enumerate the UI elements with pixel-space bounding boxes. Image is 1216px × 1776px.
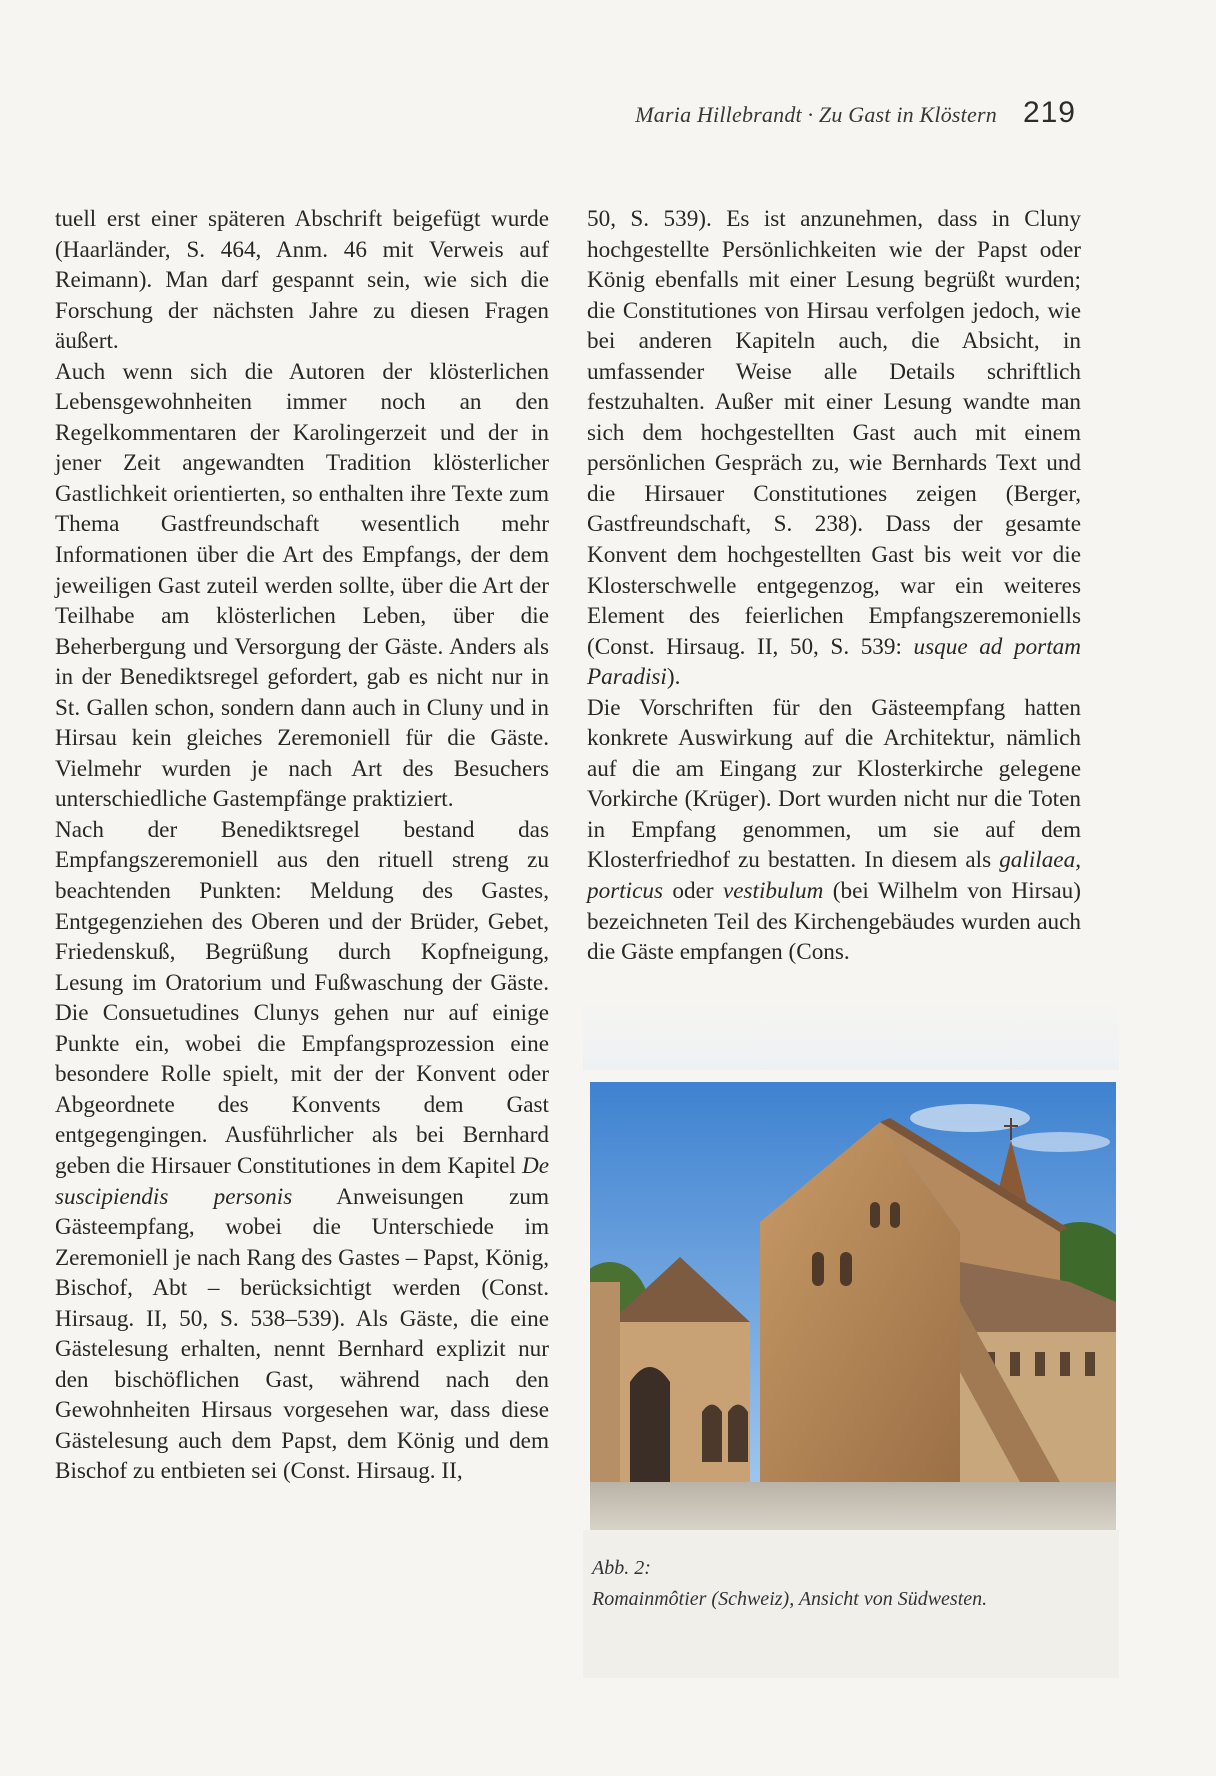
italic-term: galilaea, porticus: [587, 847, 1081, 905]
text-run: ).: [666, 664, 681, 691]
caption-text: Romainmôtier (Schweiz), Ansicht von Südwesten.: [592, 1588, 988, 1610]
text-run: Die Vorschriften für den Gästeempfang hatten konkrete Auswirkung auf die Architektur, nämlich auf die am Eingang zur Klosterkirche gelegene Vorkirche (Krüger). Dort wurden nicht nur die Toten in Empfang genommen, um sie auf dem Klosterfriedhof zu bestatten. In diesem als: [587, 694, 1081, 874]
text-run: Anweisungen zum Gästeempfang, wobei die Unterschiede im Zeremoniell je nach Rang des Gastes – Papst, König, Bischof, Abt – berücksichtigt werden (Const. Hirsaug. II, 50, S. 538–539). Als Gäste, die eine Gästelesung erhalten, nennt Bernhard explizit nur den bischöflichen Gast, während nach den Gewohnheiten Hirsaus vorgesehen war, dass diese Gästelesung auch dem Papst, dem König und dem Bischof zu entbieten sei (Const. Hirsaug. II,: [55, 1183, 549, 1485]
figure-caption: [592, 1553, 1112, 1615]
paragraph: tuell erst einer späteren Abschrift beigefügt wurde (Haarländer, S. 464, Anm. 46 mit Verweis auf Reimann). Man darf gespannt sein, wie sich die Forschung der nächsten Jahre zu diesen Fragen äußert.: [55, 206, 549, 355]
romainmotier-church-illustration: [590, 1082, 1116, 1530]
caption-label: Abb. 2:: [592, 1557, 651, 1579]
italic-title: De suscipiendis personis: [55, 1152, 549, 1210]
figure-backdrop: [583, 1000, 1119, 1070]
page-number: 219: [1022, 96, 1076, 129]
text-run: 50, S. 539). Es ist anzunehmen, dass in Cluny hochgestellte Persönlichkeiten wie der Papst oder König ebenfalls mit einer Lesung begrüßt wurden; die Constitutiones von Hirsau verfolgen jedoch, wie bei anderen Kapiteln auch, die Absicht, in umfassender Weise alle Details schriftlich festzuhalten. Außer mit einer Lesung wandte man sich dem hochgestellten Gast auch mit einem persönlichen Gespräch zu, wie Bernhards Text und die Hirsauer Constitutiones zeigen (Berger, Gastfreundschaft, S. 238). Dass der gesamte Konvent dem hochgestellten Gast bis weit vor die Klosterschwelle entgegenzog, war ein weiteres Element des feierlichen Empfangszeremoniells (Const. Hirsaug. II, 50, S. 539:: [587, 206, 1081, 660]
running-title: Maria Hillebrandt · Zu Gast in Klöstern: [635, 102, 997, 127]
paragraph: [587, 693, 1081, 968]
paragraph: [587, 204, 1081, 693]
italic-term: vestibulum: [722, 878, 824, 905]
running-header: [635, 96, 1076, 130]
church-photo: [590, 1082, 1116, 1530]
paragraph: Auch wenn sich die Autoren der klösterlichen Lebensgewohnheiten immer noch an den Regelkommentaren der Karolingerzeit und der in jener Zeit angewandten Tradition klösterlicher Gastlichkeit orientierten, so enthalten ihre Texte zum Thema Gastfreundschaft wesentlich mehr Informationen über die Art des Empfangs, der dem jeweiligen Gast zuteil werden sollte, über die Art der Teilhabe am klösterlichen Leben, über die Beherbergung und Versorgung der Gäste. Anders als in der Benediktsregel gefordert, gab es nicht nur in St. Gallen schon, sondern dann auch in Cluny und in Hirsau kein gleiches Zeremoniell für die Gäste. Vielmehr wurden je nach Art des Besuchers unterschiedliche Gastempfänge praktiziert.: [55, 358, 549, 813]
left-column: [55, 204, 549, 1487]
text-run: Nach der Benediktsregel bestand das Empfangszeremoniell aus den rituell streng zu beachtenden Punkten: Meldung des Gastes, Entgegenziehen des Oberen und der Brüder, Gebet, Friedenskuß, Begrüßung durch Kopfneigung, Lesung im Oratorium und Fußwaschung der Gäste. Die Consuetudines Clunys gehen nur auf einige Punkte ein, wobei die Empfangsprozession eine besondere Rolle spielt, mit der der Konvent oder Abgeordnete des Konvents dem Gast entgegengingen. Ausführlicher als bei Bernhard geben die Hirsauer Constitutiones in dem Kapitel: [55, 816, 549, 1179]
text-run: (bei Wilhelm von Hirsau) bezeichneten Teil des Kirchengebäudes wurden auch die Gäste empfangen (Cons.: [587, 878, 1081, 966]
text-run: oder: [663, 878, 723, 905]
right-column: [587, 204, 1081, 968]
paragraph: [55, 815, 549, 1487]
italic-quote: usque ad portam Paradisi: [587, 633, 1081, 691]
